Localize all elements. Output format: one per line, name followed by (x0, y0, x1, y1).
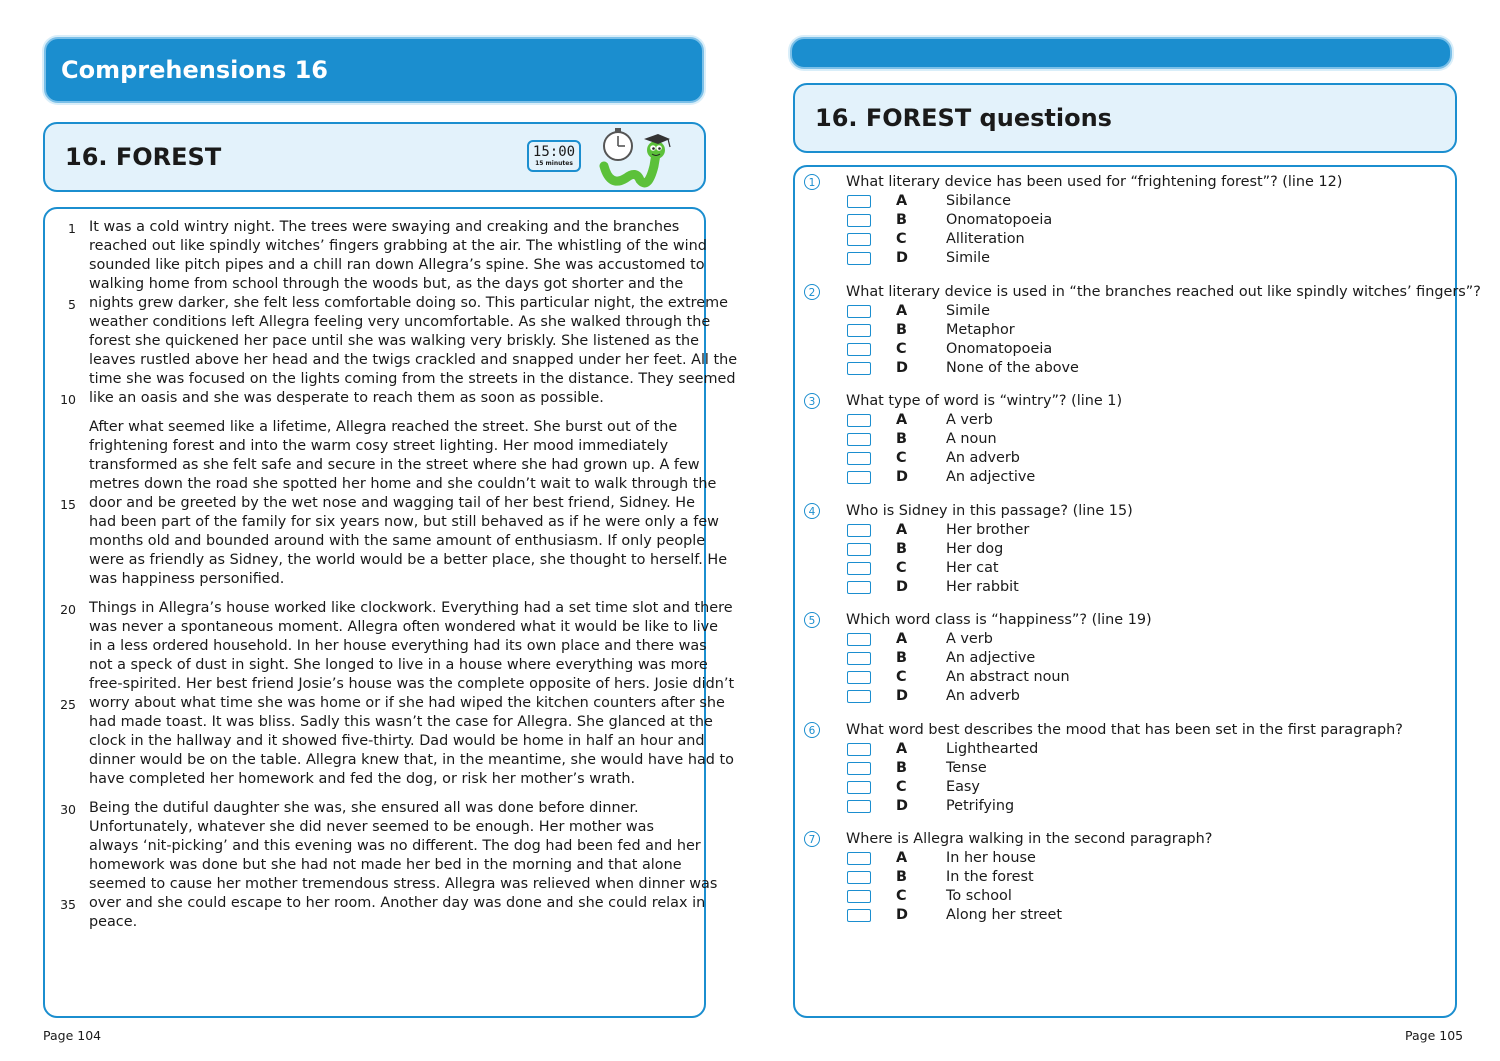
line-text: Being the dutiful daughter she was, she ensured all was done before dinner. (89, 800, 639, 816)
passage-line (52, 770, 702, 789)
passage-line (52, 913, 702, 932)
option-text: Her brother (946, 521, 1030, 538)
option-letter: C (896, 559, 907, 576)
passage-line (52, 837, 702, 856)
option-letter: A (896, 193, 908, 209)
answer-option (800, 759, 1450, 778)
question-item (800, 283, 1481, 378)
line-number: 5 (68, 297, 76, 312)
passage-line (52, 494, 702, 513)
questions-title-box (793, 83, 1457, 153)
option-text: Onomatopoeia (946, 212, 1053, 228)
line-number: 1 (68, 221, 76, 236)
line-text: were as friendly as Sidney, the world would be a better place, she thought to herself. He (89, 552, 728, 568)
question-number-badge: 3 (804, 393, 820, 409)
question-text: What type of word is “wintry”? (line 1) (846, 393, 1123, 409)
option-text: A noun (946, 431, 997, 447)
option-letter: C (896, 340, 907, 357)
passage-line (52, 513, 719, 532)
passage-line (52, 313, 711, 332)
answer-option (800, 649, 1450, 668)
line-number: 30 (60, 802, 76, 817)
question-number-badge: 6 (804, 722, 820, 738)
passage-line (52, 437, 702, 456)
line-text: leaves rustled above her head and the twigs crackled and snapped under her feet. All the (89, 352, 738, 368)
answer-option (800, 868, 1450, 887)
timer-caption: 15 minutes (535, 160, 573, 167)
answer-checkbox[interactable] (847, 414, 871, 427)
option-text: In the forest (946, 869, 1034, 885)
answer-option (800, 302, 1450, 321)
option-text: An adverb (946, 688, 1020, 704)
question-list (800, 173, 1481, 940)
option-letter: B (896, 321, 907, 338)
answer-option (800, 668, 1450, 687)
answer-checkbox[interactable] (847, 252, 871, 265)
answer-option (800, 340, 1450, 359)
line-text: not a speck of dust in sight. She longed to live in a house where everything was more (89, 657, 708, 673)
line-text: sounded like pitch pipes and a chill ran down Allegra’s spine. She was accustomed to (89, 257, 705, 273)
answer-option (800, 249, 1450, 268)
line-text: always ‘nit-picking’ and this evening was no different. The dog had been fed and her (89, 838, 701, 854)
answer-option (800, 630, 1450, 649)
line-text: in a less ordered household. In her house everything had its own place and there was (89, 638, 707, 654)
line-text: Things in Allegra’s house worked like clockwork. Everything had a set time slot and there (89, 600, 733, 616)
passage-line (52, 894, 706, 913)
passage-line (52, 570, 702, 589)
answer-checkbox[interactable] (847, 214, 871, 227)
passage-line (52, 275, 702, 294)
option-letter: D (896, 688, 908, 704)
answer-checkbox[interactable] (847, 690, 871, 703)
passage-line (52, 675, 735, 694)
option-text: Simile (946, 250, 991, 266)
option-text: An adjective (946, 650, 1036, 666)
question-number-badge: 2 (804, 284, 820, 300)
line-text: walking home from school through the woods but, as the days got shorter and the (89, 276, 684, 292)
answer-checkbox[interactable] (847, 343, 871, 356)
answer-option (800, 321, 1450, 340)
answer-option (800, 906, 1450, 925)
answer-option (800, 211, 1450, 230)
timer-badge (527, 140, 581, 172)
question-text: Where is Allegra walking in the second paragraph? (846, 831, 1213, 847)
answer-option (800, 430, 1450, 449)
answer-option (800, 797, 1450, 816)
passage-line (52, 618, 719, 637)
option-text: Easy (946, 778, 980, 795)
passage-paragraph (52, 799, 718, 932)
line-text: free-spirited. Her best friend Josie’s house was the complete opposite of hers. Josie didn’t (89, 676, 735, 692)
passage-line (52, 456, 702, 475)
option-letter: D (896, 469, 908, 485)
question-text: Which word class is “happiness”? (line 19) (846, 612, 1152, 628)
answer-checkbox[interactable] (847, 524, 871, 537)
chapter-banner (44, 37, 704, 103)
answer-checkbox[interactable] (847, 471, 871, 484)
passage-line (52, 875, 718, 894)
question-text: What literary device has been used for “frightening forest”? (line 12) (846, 174, 1343, 190)
page-number-left: Page 104 (43, 1028, 102, 1043)
line-text: reached out like spindly witches’ fingers grabbing at the air. The whistling of the wind (89, 238, 707, 254)
passage-line (52, 351, 738, 370)
answer-checkbox[interactable] (847, 233, 871, 246)
answer-checkbox[interactable] (847, 562, 871, 575)
option-text: Lighthearted (946, 740, 1039, 757)
passage-line (52, 818, 702, 837)
question-item (800, 611, 1450, 706)
answer-option (800, 521, 1450, 540)
line-text: had made toast. It was bliss. Sadly this wasn’t the case for Allegra. She glanced at the (89, 714, 713, 730)
line-text: homework was done but she had not made her bed in the morning and that alone (89, 857, 682, 873)
line-text: had been part of the family for six years now, but still behaved as if he were only a few (89, 514, 719, 530)
passage-line (52, 475, 717, 494)
answer-checkbox[interactable] (847, 890, 871, 903)
option-text: A verb (946, 412, 993, 428)
question-text: Who is Sidney in this passage? (line 15) (846, 502, 1133, 519)
line-text: weather conditions left Allegra feeling very uncomfortable. As she walked through the (89, 314, 711, 330)
passage-title: 16. FOREST (65, 143, 222, 171)
passage-line (52, 637, 707, 656)
line-text: door and be greeted by the wet nose and wagging tail of her best friend, Sidney. He (89, 495, 695, 511)
answer-option (800, 887, 1450, 906)
passage-line (52, 551, 728, 570)
option-letter: C (896, 450, 907, 466)
answer-checkbox[interactable] (847, 581, 871, 594)
answer-option (800, 230, 1450, 249)
line-text: It was a cold wintry night. The trees were swaying and creaking and the branches (89, 219, 680, 235)
passage-paragraph (52, 599, 735, 789)
passage-line (52, 856, 702, 875)
answer-checkbox[interactable] (847, 195, 871, 208)
passage-line (52, 799, 702, 818)
line-text: was never a spontaneous moment. Allegra often wondered what it would be like to live (89, 619, 719, 635)
line-text: seemed to cause her mother tremendous stress. Allegra was relieved when dinner was (89, 876, 718, 892)
line-text: clock in the hallway and it showed five-thirty. Dad would be home in half an hour and (89, 733, 705, 749)
passage-paragraph (52, 418, 728, 589)
passage-line (52, 389, 702, 408)
line-text: frightening forest and into the warm cosy street lighting. Her mood immediately (89, 438, 669, 454)
option-letter: A (896, 412, 908, 428)
passage-line (52, 656, 708, 675)
answer-option (800, 468, 1450, 487)
answer-option (800, 559, 1450, 578)
option-letter: B (896, 759, 907, 776)
line-text: like an oasis and she was desperate to reach them as soon as possible. (89, 390, 604, 406)
answer-option (800, 411, 1450, 430)
option-text: Sibilance (946, 193, 1011, 209)
option-text: None of the above (946, 359, 1079, 376)
option-text: Her rabbit (946, 578, 1019, 595)
option-letter: B (896, 431, 907, 447)
option-letter: C (896, 231, 907, 247)
option-text: An adjective (946, 469, 1036, 485)
option-letter: A (896, 850, 908, 866)
option-text: To school (946, 888, 1012, 904)
option-letter: C (896, 888, 907, 904)
line-number: 35 (60, 897, 76, 912)
answer-checkbox[interactable] (847, 633, 871, 646)
question-item (800, 173, 1450, 268)
answer-checkbox[interactable] (847, 305, 871, 318)
answer-option (800, 578, 1450, 597)
option-letter: A (896, 302, 908, 319)
option-text: Tense (946, 759, 987, 776)
option-text: An adverb (946, 450, 1020, 466)
answer-option (800, 740, 1450, 759)
option-letter: B (896, 869, 907, 885)
line-text: forest she quickened her pace until she was walking very briskly. She listened as the (89, 333, 700, 349)
option-letter: C (896, 669, 907, 685)
option-letter: C (896, 778, 907, 795)
passage-text (52, 218, 738, 942)
page-number-right: Page 105 (1405, 1028, 1464, 1043)
option-letter: D (896, 907, 908, 923)
line-text: months old and bounded around with the same amount of enthusiasm. If only people (89, 533, 706, 549)
right-page-banner (790, 37, 1452, 69)
option-text: Simile (946, 302, 991, 319)
option-text: Her dog (946, 540, 1004, 557)
answer-checkbox[interactable] (847, 909, 871, 922)
answer-option (800, 849, 1450, 868)
timer-time: 15:00 (532, 144, 576, 160)
option-text: Along her street (946, 907, 1063, 923)
option-letter: B (896, 650, 907, 666)
answer-checkbox[interactable] (847, 871, 871, 884)
option-text: An abstract noun (946, 669, 1070, 685)
option-letter: A (896, 740, 908, 757)
answer-option (800, 449, 1450, 468)
line-text: time she was focused on the lights coming from the streets in the distance. They seemed (89, 371, 736, 387)
line-text: nights grew darker, she felt less comfortable doing so. This particular night, the extreme (89, 295, 729, 311)
option-text: Petrifying (946, 797, 1015, 814)
answer-checkbox[interactable] (847, 781, 871, 794)
passage-line (52, 370, 736, 389)
line-text: peace. (89, 914, 138, 930)
answer-checkbox[interactable] (847, 852, 871, 865)
option-text: A verb (946, 631, 993, 647)
question-number-badge: 4 (804, 503, 820, 519)
chapter-title: Comprehensions 16 (61, 56, 328, 84)
answer-option (800, 540, 1450, 559)
question-item (800, 392, 1450, 487)
line-number: 25 (60, 697, 76, 712)
question-number-badge: 1 (804, 174, 820, 190)
answer-checkbox[interactable] (847, 800, 871, 813)
passage-line (52, 713, 713, 732)
option-letter: D (896, 359, 908, 376)
answer-option (800, 192, 1450, 211)
option-letter: D (896, 797, 908, 814)
passage-line (52, 237, 707, 256)
passage-line (52, 256, 705, 275)
passage-line (52, 694, 725, 713)
option-text: Onomatopoeia (946, 340, 1053, 357)
answer-checkbox[interactable] (847, 652, 871, 665)
passage-line (52, 751, 734, 770)
passage-line (52, 294, 729, 313)
question-item (800, 721, 1450, 816)
line-text: transformed as she felt safe and secure in the street where she had grown up. A few (89, 457, 700, 473)
answer-option (800, 778, 1450, 797)
question-text: What word best describes the mood that has been set in the first paragraph? (846, 721, 1403, 738)
option-letter: D (896, 250, 908, 266)
question-text: What literary device is used in “the branches reached out like spindly witches’ fingers”? (846, 283, 1481, 300)
line-text: worry about what time she was home or if she had wiped the kitchen counters after she (89, 695, 725, 711)
line-text: have completed her homework and fed the dog, or risk her mother’s wrath. (89, 771, 636, 787)
answer-checkbox[interactable] (847, 671, 871, 684)
line-text: After what seemed like a lifetime, Allegra reached the street. She burst out of the (89, 419, 678, 435)
answer-checkbox[interactable] (847, 362, 871, 375)
question-number-badge: 7 (804, 831, 820, 847)
answer-checkbox[interactable] (847, 452, 871, 465)
option-text: Alliteration (946, 231, 1025, 247)
answer-checkbox[interactable] (847, 324, 871, 337)
passage-paragraph (52, 218, 738, 408)
line-number: 15 (60, 497, 76, 512)
line-text: metres down the road she spotted her home and she couldn’t wait to walk through the (89, 476, 717, 492)
option-letter: B (896, 540, 907, 557)
question-item (800, 502, 1450, 597)
answer-option (800, 687, 1450, 706)
passage-line (52, 332, 702, 351)
passage-line (52, 599, 733, 618)
passage-line (52, 418, 702, 437)
option-letter: A (896, 521, 908, 538)
line-text: dinner would be on the table. Allegra knew that, in the meantime, she would have had to (89, 752, 734, 768)
option-text: In her house (946, 850, 1036, 866)
passage-line (52, 732, 705, 751)
option-letter: A (896, 631, 908, 647)
line-text: over and she could escape to her room. Another day was done and she could relax in (89, 895, 706, 911)
option-letter: B (896, 212, 907, 228)
question-item (800, 830, 1450, 925)
passage-line (52, 532, 706, 551)
question-number-badge: 5 (804, 612, 820, 628)
answer-checkbox[interactable] (847, 543, 871, 556)
option-letter: D (896, 578, 908, 595)
line-number: 20 (60, 602, 76, 617)
answer-checkbox[interactable] (847, 762, 871, 775)
bookworm-mascot-icon (598, 126, 674, 190)
questions-title: 16. FOREST questions (815, 104, 1112, 132)
line-text: was happiness personified. (89, 571, 285, 587)
passage-line (52, 218, 702, 237)
answer-option (800, 359, 1450, 378)
answer-checkbox[interactable] (847, 433, 871, 446)
answer-checkbox[interactable] (847, 743, 871, 756)
option-text: Her cat (946, 559, 999, 576)
option-text: Metaphor (946, 321, 1015, 338)
line-number: 10 (60, 392, 76, 407)
line-text: Unfortunately, whatever she did never seemed to be enough. Her mother was (89, 819, 654, 835)
